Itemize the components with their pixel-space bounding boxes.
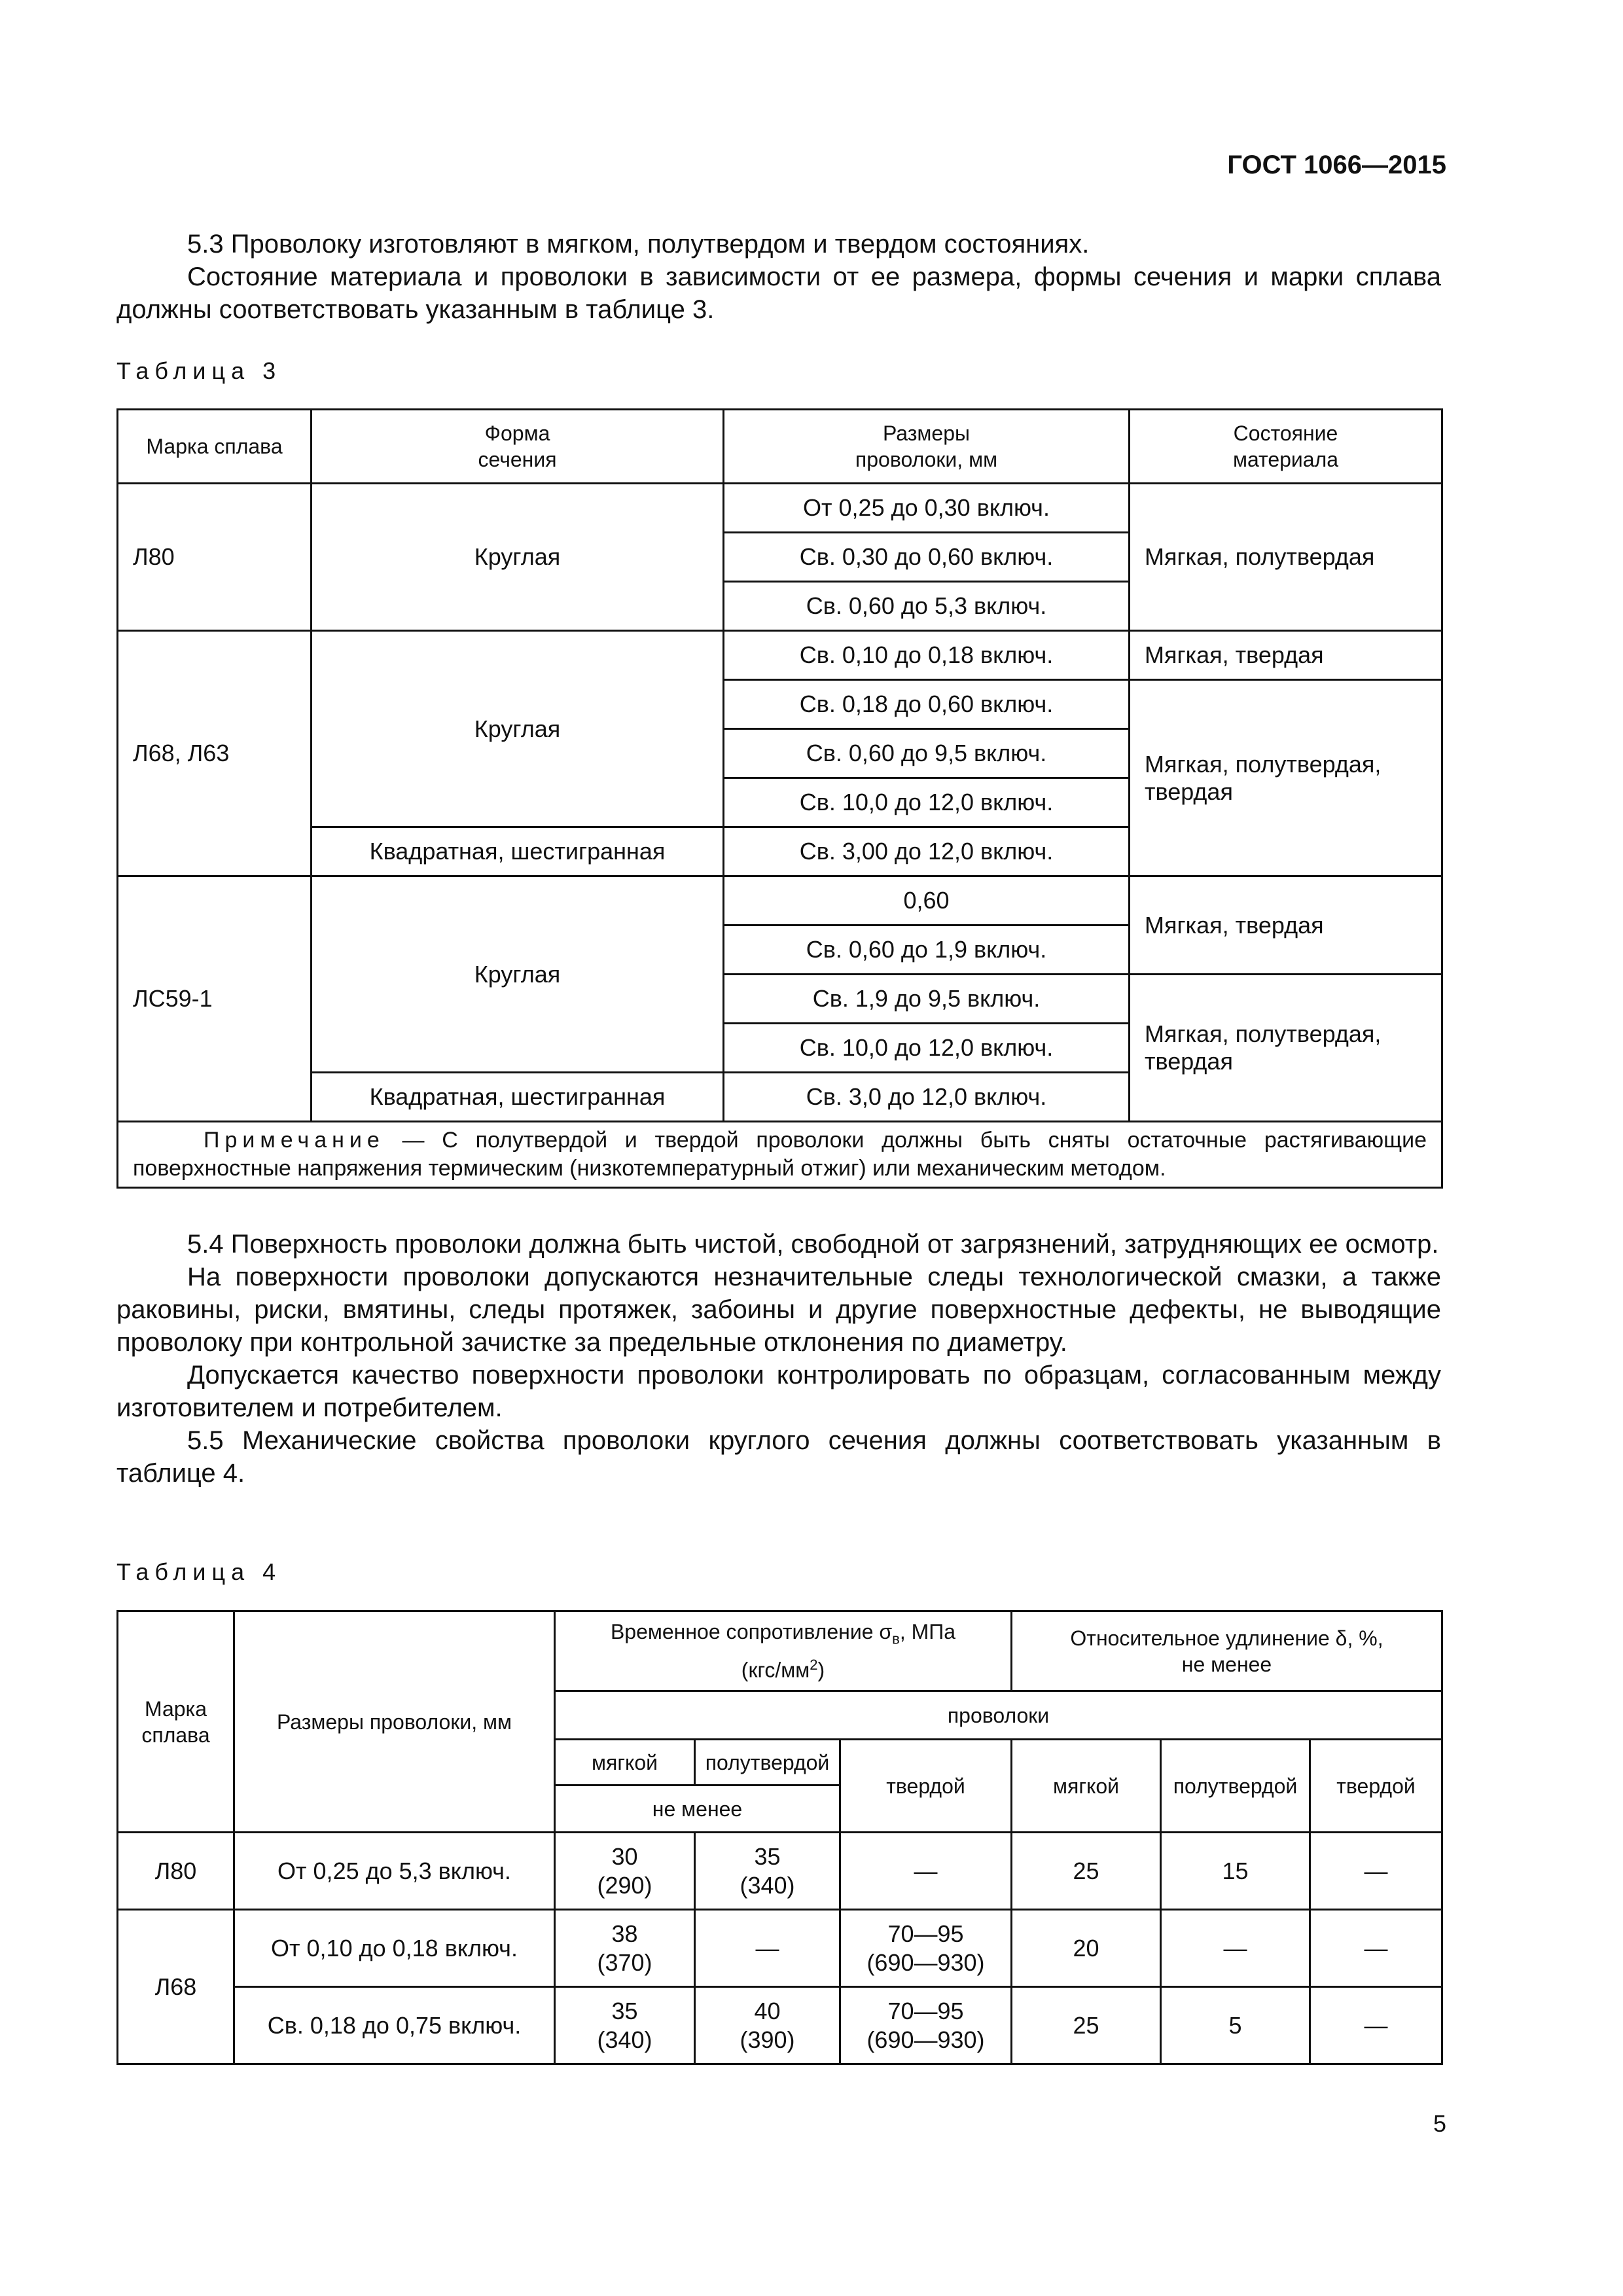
table4-cell-size: Св. 0,18 до 0,75 включ. bbox=[234, 1987, 555, 2064]
section-5-4 bbox=[116, 1228, 1441, 1490]
table4-cell-size: От 0,10 до 0,18 включ. bbox=[234, 1910, 555, 1987]
table4-cell-elong-hard: — bbox=[1310, 1833, 1442, 1910]
table3-cell-size: Св. 0,18 до 0,60 включ. bbox=[724, 680, 1130, 729]
table4-header-elong-soft: мягкой bbox=[1012, 1740, 1161, 1833]
table4-header-min: не менее bbox=[555, 1785, 840, 1833]
table4-header-half: полутвердой bbox=[695, 1740, 840, 1785]
table3-caption: Таблица 3 bbox=[116, 357, 282, 384]
table3-cell-size: Св. 0,60 до 9,5 включ. bbox=[724, 729, 1130, 778]
table3-cell-alloy: ЛС59-1 bbox=[118, 876, 312, 1122]
table3-cell-size: Св. 3,00 до 12,0 включ. bbox=[724, 827, 1130, 876]
table3-cell-shape: Круглая bbox=[312, 876, 724, 1073]
table4-cell-elong-half: 15 bbox=[1161, 1833, 1310, 1910]
table4-cell-elong-half: 5 bbox=[1161, 1987, 1310, 2064]
table4-header-elongation: Относительное удлинение δ, %, не менее bbox=[1012, 1611, 1442, 1691]
table4-cell-alloy: Л80 bbox=[118, 1833, 234, 1910]
table3-cell-shape: Квадратная, шестигранная bbox=[312, 827, 724, 876]
page-number: 5 bbox=[1433, 2110, 1446, 2137]
table3-cell-alloy: Л68, Л63 bbox=[118, 631, 312, 876]
note-label: Примечание bbox=[204, 1128, 385, 1153]
table3-cell-size: Св. 3,0 до 12,0 включ. bbox=[724, 1073, 1130, 1122]
table4-cell-size: От 0,25 до 5,3 включ. bbox=[234, 1833, 555, 1910]
table3-cell-size: Св. 1,9 до 9,5 включ. bbox=[724, 975, 1130, 1024]
table4-cell-elong-soft: 25 bbox=[1012, 1987, 1161, 2064]
table3-note bbox=[118, 1122, 1442, 1188]
table3-cell-state: Мягкая, полутвердая bbox=[1130, 484, 1442, 631]
table4-header-alloy: Марка сплава bbox=[118, 1611, 234, 1833]
table-row bbox=[118, 484, 1442, 533]
table4-cell-elong-soft: 20 bbox=[1012, 1910, 1161, 1987]
document-number: ГОСТ 1066—2015 bbox=[1227, 151, 1446, 179]
paragraph-5-4-1: 5.4 Поверхность проволоки должна быть чистой, свободной от загрязнений, затрудняющих ее осмотр. bbox=[187, 1230, 1439, 1259]
table4-header-row-1 bbox=[118, 1611, 1442, 1691]
table4-cell-soft: 38 (370) bbox=[555, 1910, 695, 1987]
table3-cell-state: Мягкая, твердая bbox=[1130, 631, 1442, 680]
table-row bbox=[118, 1910, 1442, 1987]
paragraph-5-3-line2: Состояние материала и проволоки в зависимости от ее размера, формы сечения и марки сплава должны соответствовать указанным в таблице 3. bbox=[116, 262, 1441, 324]
table4-cell-half: 40 (390) bbox=[695, 1987, 840, 2064]
table3-header-size: Размеры проволоки, мм bbox=[724, 410, 1130, 484]
table3-cell-size: 0,60 bbox=[724, 876, 1130, 925]
table-4 bbox=[116, 1610, 1443, 2065]
table4-cell-elong-half: — bbox=[1161, 1910, 1310, 1987]
table-row bbox=[118, 1833, 1442, 1910]
table3-cell-shape: Круглая bbox=[312, 484, 724, 631]
table-row bbox=[118, 631, 1442, 680]
paragraph-5-4-2: На поверхности проволоки допускаются незначительные следы технологической смазки, а также раковины, риски, вмятины, следы протяжек, забоины и другие поверхностные дефекты, не выводящие проволоку при контрольной зачистке за предельные отклонения по диаметру. bbox=[116, 1263, 1441, 1357]
table-3 bbox=[116, 408, 1443, 1189]
table4-cell-hard: — bbox=[840, 1833, 1012, 1910]
table4-cell-hard: 70—95 (690—930) bbox=[840, 1987, 1012, 2064]
table4-cell-elong-hard: — bbox=[1310, 1987, 1442, 2064]
table3-cell-size: От 0,25 до 0,30 включ. bbox=[724, 484, 1130, 533]
table3-cell-state: Мягкая, полутвердая, твердая bbox=[1130, 975, 1442, 1122]
table3-header-row bbox=[118, 410, 1442, 484]
table4-cell-soft: 30 (290) bbox=[555, 1833, 695, 1910]
table4-header-elong-hard: твердой bbox=[1310, 1740, 1442, 1833]
table3-cell-size: Св. 10,0 до 12,0 включ. bbox=[724, 778, 1130, 827]
table-row bbox=[118, 876, 1442, 925]
table3-cell-alloy: Л80 bbox=[118, 484, 312, 631]
table3-note-row bbox=[118, 1122, 1442, 1188]
table4-cell-half: — bbox=[695, 1910, 840, 1987]
table3-cell-shape: Круглая bbox=[312, 631, 724, 827]
table3-cell-size: Св. 0,60 до 1,9 включ. bbox=[724, 925, 1130, 975]
paragraph-5-4-3: Допускается качество поверхности проволоки контролировать по образцам, согласованным между изготовителем и потребителем. bbox=[116, 1361, 1441, 1422]
table4-cell-elong-soft: 25 bbox=[1012, 1833, 1161, 1910]
table3-cell-size: Св. 0,60 до 5,3 включ. bbox=[724, 582, 1130, 631]
table4-cell-half: 35 (340) bbox=[695, 1833, 840, 1910]
table3-header-state: Состояние материала bbox=[1130, 410, 1442, 484]
table4-cell-soft: 35 (340) bbox=[555, 1987, 695, 2064]
table-row bbox=[118, 1987, 1442, 2064]
table4-cell-elong-hard: — bbox=[1310, 1910, 1442, 1987]
table3-cell-shape: Квадратная, шестигранная bbox=[312, 1073, 724, 1122]
paragraph-5-3-line1: 5.3 Проволоку изготовляют в мягком, полутвердом и твердом состояниях. bbox=[187, 230, 1090, 259]
table3-cell-size: Св. 10,0 до 12,0 включ. bbox=[724, 1024, 1130, 1073]
table4-cell-hard: 70—95 (690—930) bbox=[840, 1910, 1012, 1987]
table3-cell-size: Св. 0,10 до 0,18 включ. bbox=[724, 631, 1130, 680]
table4-header-elong-half: полутвердой bbox=[1161, 1740, 1310, 1833]
table4-header-size: Размеры проволоки, мм bbox=[234, 1611, 555, 1833]
table3-cell-state: Мягкая, твердая bbox=[1130, 876, 1442, 975]
section-5-3 bbox=[116, 228, 1441, 326]
table3-cell-size: Св. 0,30 до 0,60 включ. bbox=[724, 533, 1130, 582]
table4-cell-alloy: Л68 bbox=[118, 1910, 234, 2064]
table3-cell-state: Мягкая, полутвердая, твердая bbox=[1130, 680, 1442, 876]
table4-header-wire: проволоки bbox=[555, 1691, 1442, 1740]
paragraph-5-5-1: 5.5 Механические свойства проволоки круглого сечения должны соответствовать указанным в таблице 4. bbox=[116, 1426, 1441, 1488]
table4-header-hard: твердой bbox=[840, 1740, 1012, 1833]
table3-header-alloy: Марка сплава bbox=[118, 410, 312, 484]
note-text: — С полутвердой и твердой проволоки должны быть сняты остаточные растягивающие поверхностные напряжения термическим (низкотемпературный отжиг) или механическим методом. bbox=[133, 1128, 1427, 1181]
table3-header-shape: Форма сечения bbox=[312, 410, 724, 484]
table4-caption: Таблица 4 bbox=[116, 1558, 282, 1585]
table4-header-strength: Временное сопротивление $\sigma_в$, МПа $(кгс/мм^2)$ bbox=[555, 1611, 1012, 1691]
table4-header-soft: мягкой bbox=[555, 1740, 695, 1785]
